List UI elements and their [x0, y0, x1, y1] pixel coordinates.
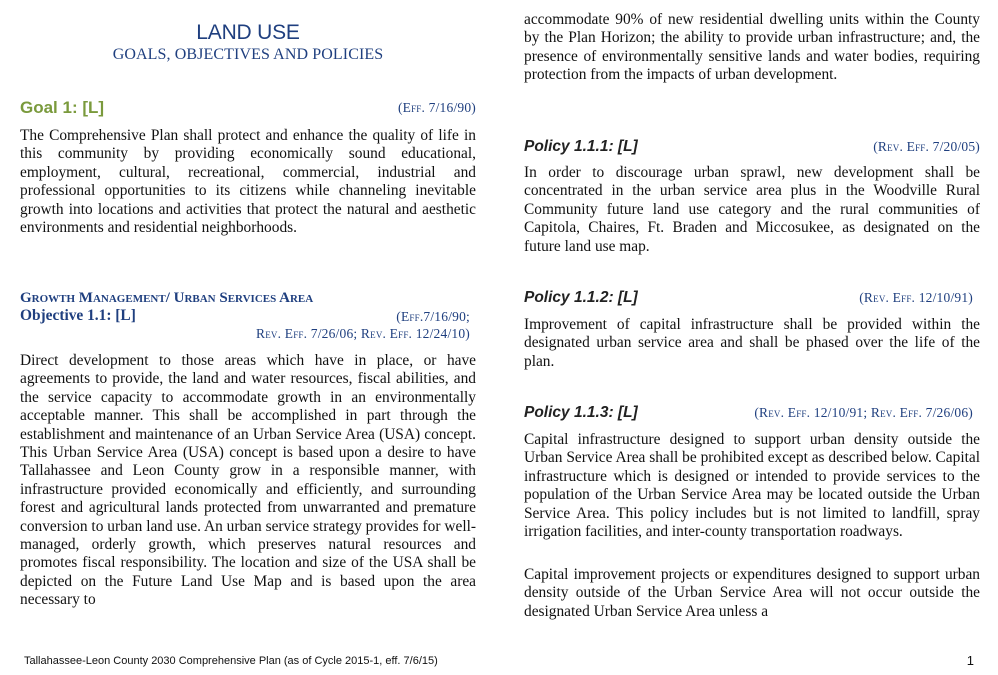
objective-body: Direct development to those areas which have in place, or have agreements to provide, the land and water resources, fiscal abilities, and the service capacity to accommodate growth in an environmentally acceptable manner. This shall be accomplished in part through the establishment and maintenance of an Urban Service Area (USA) concept. This Urban Service Area (USA) concept is based upon a desire to have Tallahassee and Leon County grow in a responsible manner, with infrastructure provided economically and efficiently, and surrounding forest and agricultural lands protected from unwarranted and premature conversion to urban land use. An urban service strategy provides for well-managed, orderly growth, which preserves natural resources and promotes fiscal responsibility. The location and size of the USA shall be depicted on the Future Land Use Map and is based upon the area necessary to	[20, 352, 476, 609]
policy-1-1-1-body: In order to discourage urban sprawl, new development shall be concentrated in the urban service area plus in the Woodville Rural Community future land use category and the rural communities of Capitola, Chaires, Ft. Braden and Miccosukee, as designated on the future land use map.	[524, 164, 980, 255]
goal-body: The Comprehensive Plan shall protect and enhance the quality of life in this community by providing economically sound educational, employment, cultural, recreational, commercial, industrial and professional opportunities to its citizens while channeling inevitable growth into locations and activities that protect the natural and aesthetic environments and residential neighborhoods.	[20, 127, 476, 237]
page-title: LAND USE	[196, 21, 300, 44]
policy-1-1-3-heading: Policy 1.1.3: [L]	[524, 404, 638, 421]
policy-1-1-2-heading: Policy 1.1.2: [L]	[524, 289, 638, 306]
objective-effective-line1: (Eff.7/16/90;	[396, 309, 470, 324]
page-subtitle: GOALS, OBJECTIVES AND POLICIES	[112, 46, 384, 63]
objective-body-continued: accommodate 90% of new residential dwelling units within the County by the Plan Horizon; the ability to provide urban infrastructure; and, the presence of environmentally sensitive lands and water bodies, requiring protection from the impacts of urban development.	[524, 11, 980, 84]
objective-effective-line2: Rev. Eff. 7/26/06; Rev. Eff. 12/24/10)	[256, 326, 470, 341]
objective-heading: Objective 1.1: [L]	[20, 307, 136, 324]
goal-effective-date: (Eff. 7/16/90)	[397, 100, 476, 115]
policy-1-1-1-heading: Policy 1.1.1: [L]	[524, 138, 638, 155]
policy-1-1-3-body: Capital infrastructure designed to support urban density outside the Urban Service Area shall be prohibited except as described below. Capital infrastructure which is designed or intended to provide services to the population of the Urban Service Area may be located outside the Urban Service Area. This policy includes but is not limited to landfill, spray irrigation facilities, and inter-county transportation roadways.	[524, 431, 980, 541]
goal-heading: Goal 1: [L]	[20, 98, 105, 117]
page-number: 1	[966, 653, 974, 668]
policy-1-1-2-body: Improvement of capital infrastructure shall be provided within the designated urban service area and shall be phased over the life of the plan.	[524, 316, 980, 370]
policy-1-1-2-effective: (Rev. Eff. 12/10/91)	[859, 290, 973, 305]
section-heading: Growth Management/ Urban Services Area	[20, 290, 314, 306]
policy-1-1-3-effective: (Rev. Eff. 12/10/91; Rev. Eff. 7/26/06)	[754, 405, 973, 420]
policy-1-1-3-body-continued: Capital improvement projects or expenditures designed to support urban density outside of the Urban Service Area will not occur outside the designated Urban Service Area unless a	[524, 566, 980, 620]
policy-1-1-1-effective: (Rev. Eff. 7/20/05)	[873, 139, 980, 154]
page-footer: Tallahassee-Leon County 2030 Comprehensive Plan (as of Cycle 2015-1, eff. 7/6/15)	[24, 655, 438, 667]
